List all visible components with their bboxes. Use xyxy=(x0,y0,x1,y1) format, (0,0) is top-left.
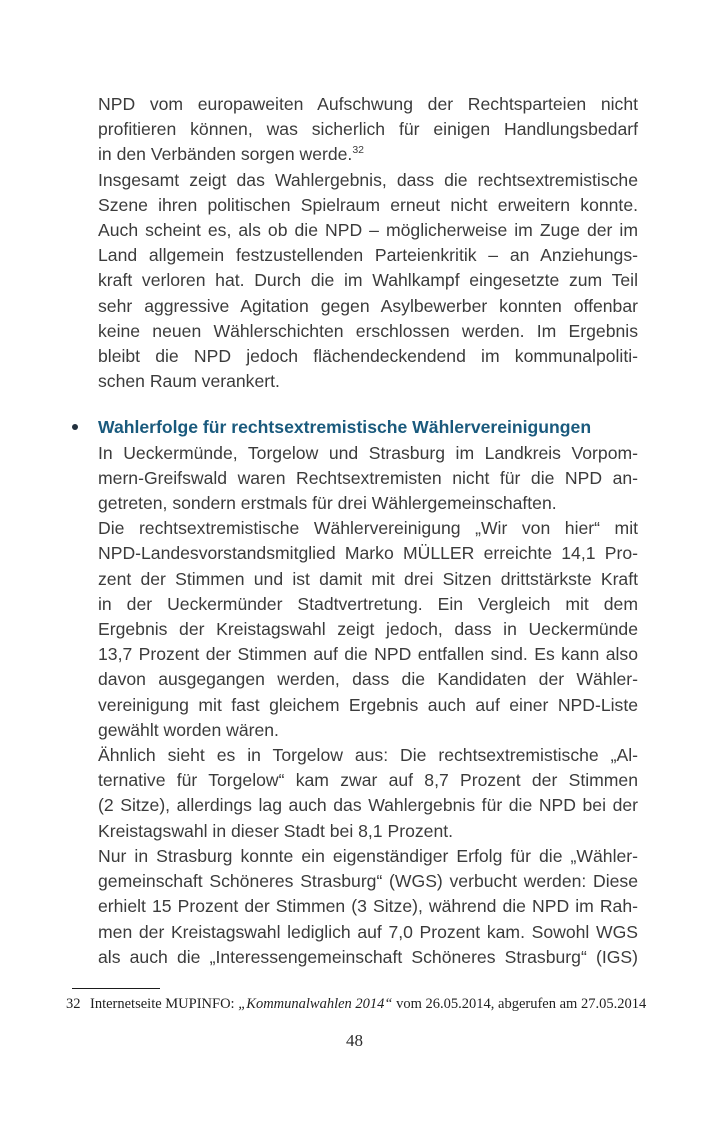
paragraph xyxy=(98,516,638,743)
footnote-number: 32 xyxy=(66,996,81,1012)
text-line: NPD vom europaweiten Aufschwung der Rechtsparteien nicht xyxy=(98,94,638,114)
text-line: Die rechtsextremistische Wählervereinigung „Wir von hier“ mit xyxy=(98,518,638,539)
text-line: gewählt worden wären. xyxy=(98,719,279,740)
text-line: kraft verloren hat. Durch die im Wahlkampf eingesetzte zum Teil xyxy=(98,270,638,291)
footnote-text xyxy=(90,996,646,1012)
footnote-text-before: Internetseite MUPINFO: xyxy=(90,996,239,1012)
bullet-icon xyxy=(72,424,78,430)
paragraph xyxy=(98,168,638,395)
paragraph xyxy=(98,441,638,517)
paragraph xyxy=(98,743,638,844)
page-number: 48 xyxy=(346,1031,363,1050)
text-line: sehr aggressive Agitation gegen Asylbewerber konnten offenbar xyxy=(98,295,638,316)
text-line: gemeinschaft Schöneres Strasburg“ (WGS) verbucht werden: Diese xyxy=(98,871,638,892)
paragraph xyxy=(98,92,638,168)
paragraph xyxy=(98,844,638,970)
text-line: (2 Sitze), allerdings lag auch das Wahlergebnis für die NPD bei der xyxy=(98,795,638,816)
text-line: Ergebnis der Kreistagswahl zeigt jedoch, dass in Ueckermünde xyxy=(98,619,638,640)
text-line: 13,7 Prozent der Stimmen auf die NPD entfallen sind. Es kann also xyxy=(98,644,638,665)
text-line: Auch scheint es, als ob die NPD – möglicherweise im Zuge der im xyxy=(98,220,638,241)
text-line: davon ausgegangen werden, dass die Kandidaten der Wähler- xyxy=(98,669,638,690)
text-line: in der Ueckermünder Stadtvertretung. Ein Vergleich mit dem xyxy=(98,593,638,614)
text-line: profitieren können, was sicherlich für einigen Handlungsbedarf xyxy=(98,119,638,140)
text-line: zent der Stimmen und ist damit mit drei Sitzen drittstärkste Kraft xyxy=(98,568,638,589)
text-line: Nur in Strasburg konnte ein eigenständiger Erfolg für die „Wähler- xyxy=(98,845,638,866)
text-line: Insgesamt zeigt das Wahlergebnis, dass die rechtsextremistische xyxy=(98,169,638,190)
footnote-ref: 32 xyxy=(352,144,365,157)
bullet-heading-row xyxy=(98,415,638,440)
footnote-text-after: vom 26.05.2014, abgerufen am 27.05.2014 xyxy=(392,996,647,1012)
text-line: ternative für Torgelow“ kam zwar auf 8,7 Prozent der Stimmen xyxy=(98,770,638,791)
text-line: Kreistagswahl in dieser Stadt bei 8,1 Prozent. xyxy=(98,820,454,841)
text-line: Ähnlich sieht es in Torgelow aus: Die rechtsextremistische „Al- xyxy=(98,745,638,766)
text-line: schen Raum verankert. xyxy=(98,371,280,392)
text-line: In Ueckermünde, Torgelow und Strasburg im Landkreis Vorpom- xyxy=(98,442,638,463)
text-line: NPD-Landesvorstandsmitglied Marko MÜLLER erreichte 14,1 Pro- xyxy=(98,543,638,564)
text-line: vereinigung mit fast gleichem Ergebnis auch auf einer NPD-Liste xyxy=(98,694,638,715)
text-flow xyxy=(98,92,638,970)
text-line: getreten, sondern erstmals für drei Wählergemeinschaften. xyxy=(98,493,557,514)
text-line: men der Kreistagswahl lediglich auf 7,0 Prozent kam. Sowohl WGS xyxy=(98,921,638,942)
section-heading: Wahlerfolge für rechtsextremistische Wählervereinigungen xyxy=(98,417,592,438)
text-line: bleibt die NPD jedoch flächendeckendend im kommunalpoliti- xyxy=(98,346,638,367)
text-line: mern-Greifswald waren Rechtsextremisten nicht für die NPD an- xyxy=(98,467,638,488)
text-line: keine neuen Wählerschichten erschlossen werden. Im Ergebnis xyxy=(98,320,638,341)
text-line: Land allgemein festzustellenden Parteienkritik – an Anziehungs- xyxy=(98,245,638,266)
text-line: in den Verbänden sorgen werde.$^{32}$ xyxy=(98,144,365,165)
text-line: Szene ihren politischen Spielraum erneut nicht erweitern konnte. xyxy=(98,194,638,215)
text-line: als auch die „Interessengemeinschaft Schöneres Strasburg“ (IGS) xyxy=(98,946,638,967)
footnote-source-title: „Kommunalwahlen 2014“ xyxy=(238,996,393,1012)
footnote xyxy=(66,995,666,1013)
footnote-separator-rule xyxy=(72,988,160,989)
text-line: erhielt 15 Prozent der Stimmen (3 Sitze), während die NPD im Rah- xyxy=(98,896,638,917)
